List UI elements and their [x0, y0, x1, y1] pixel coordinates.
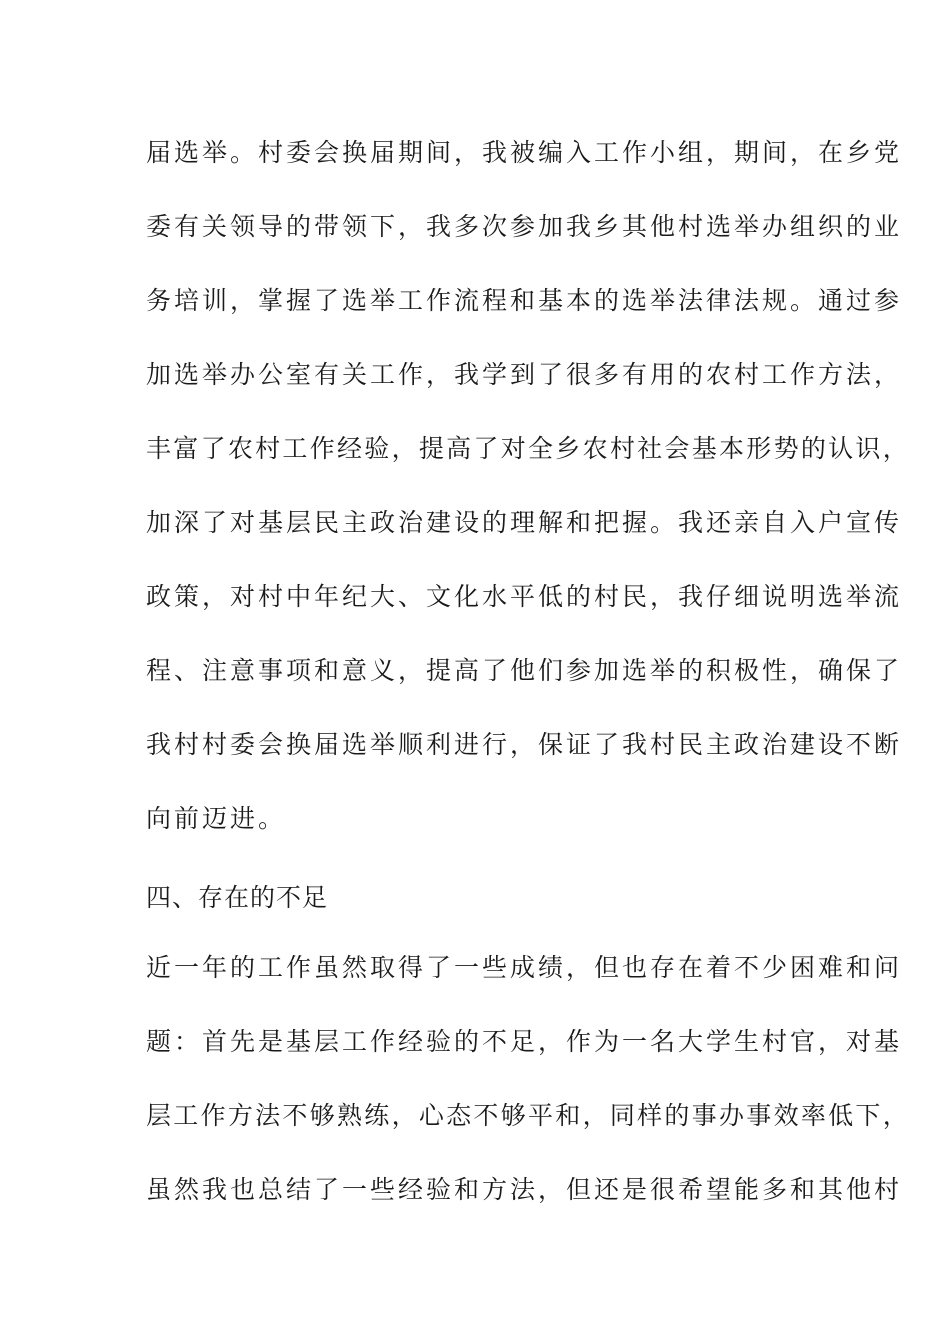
text-line: 向前迈进。 [146, 804, 287, 833]
text-line: 题：首先是基层工作经验的不足，作为一名大学生村官，对基 [146, 1027, 903, 1056]
text-line: 层工作方法不够熟练，心态不够平和，同样的事办事效率低下， [146, 1101, 911, 1130]
text-line: 程、注意事项和意义，提高了他们参加选举的积极性，确保了 [146, 656, 903, 685]
section-heading: 四、存在的不足 [146, 883, 329, 912]
text-line: 我村村委会换届选举顺利进行，保证了我村民主政治建设不断 [146, 730, 903, 759]
text-line: 届选举。村委会换届期间，我被编入工作小组，期间，在乡党 [146, 138, 903, 167]
text-line: 政策，对村中年纪大、文化水平低的村民，我仔细说明选举流 [146, 582, 903, 611]
text-line: 丰富了农村工作经验，提高了对全乡农村社会基本形势的认识， [146, 434, 911, 463]
text-line: 近一年的工作虽然取得了一些成绩，但也存在着不少困难和问 [146, 953, 903, 982]
text-line: 虽然我也总结了一些经验和方法，但还是很希望能多和其他村 [146, 1175, 903, 1204]
text-line: 加选举办公室有关工作，我学到了很多有用的农村工作方法， [146, 360, 903, 389]
text-line: 委有关领导的带领下，我多次参加我乡其他村选举办组织的业 [146, 212, 903, 241]
text-line: 务培训，掌握了选举工作流程和基本的选举法律法规。通过参 [146, 286, 903, 315]
text-line: 加深了对基层民主政治建设的理解和把握。我还亲自入户宣传 [146, 508, 903, 537]
